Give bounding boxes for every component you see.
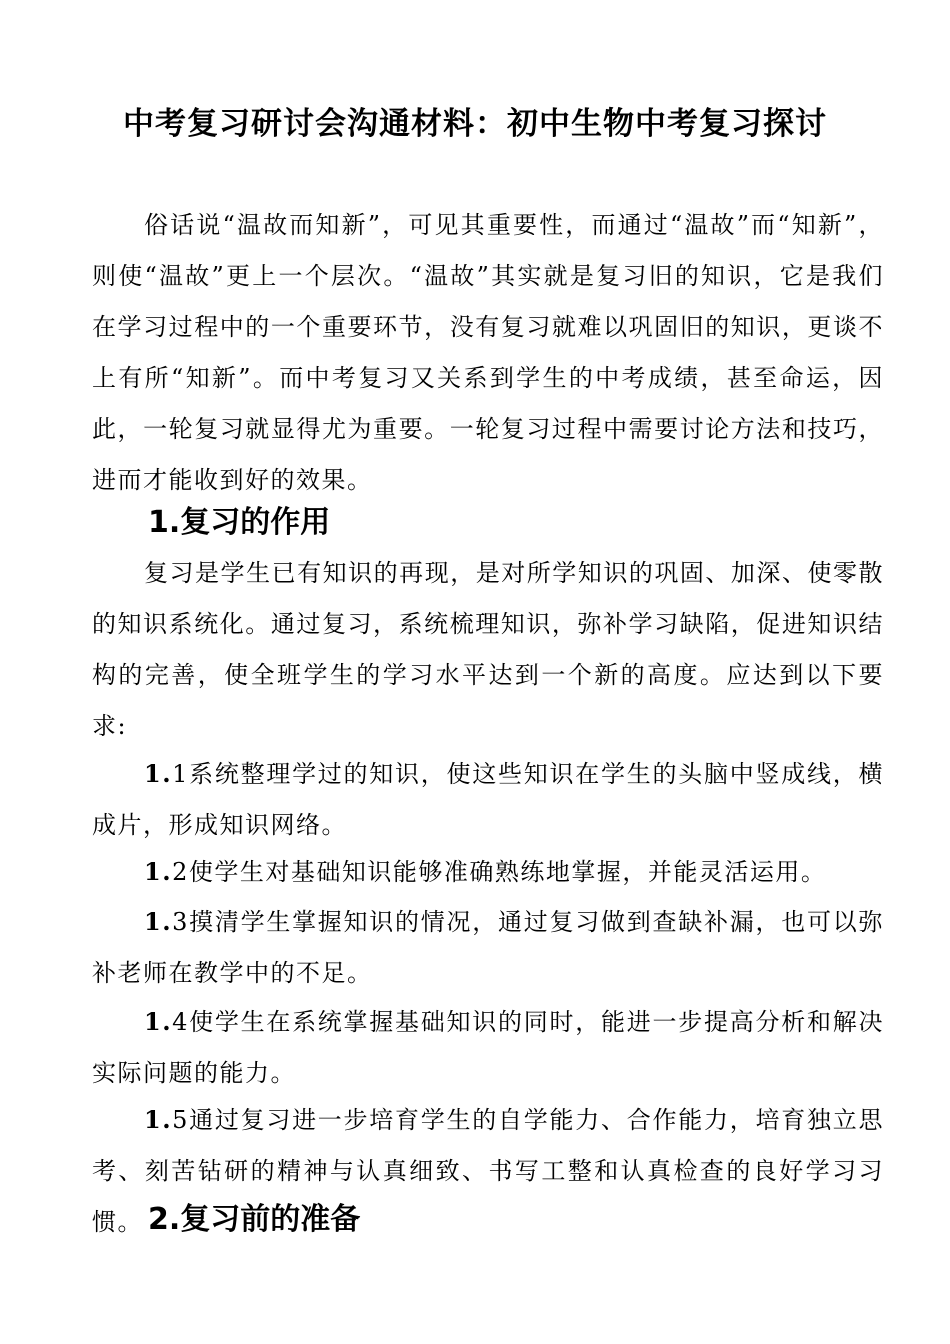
list-item-number: 1.: [144, 759, 173, 788]
list-item-text: 3摸清学生掌握知识的情况，通过复习做到查缺补漏，也可以弥补老师在教学中的不足。: [92, 908, 884, 987]
section1-body-paragraph: 复习是学生已有知识的再现，是对所学知识的巩固、加深、使零散的知识系统化。通过复习，系统梳理知识，弥补学习缺陷，促进知识结构的完善，使全班学生的学习水平达到一个新的高度。应达到以下要求:: [92, 559, 884, 740]
list-item-1-4: [92, 996, 884, 1099]
list-item-1-1: [92, 748, 884, 851]
list-item-text: 4使学生在系统掌握基础知识的同时，能进一步提高分析和解决实际问题的能力。: [92, 1008, 884, 1087]
list-item-text: 2使学生对基础知识能够准确熟练地掌握，并能灵活运用。: [172, 858, 827, 886]
list-item-text: 5通过复习进一步培育学生的自学能力、合作能力，培育独立思考、刻苦钻研的精神与认真细致、书写工整和认真检查的良好学习习惯。: [92, 1106, 884, 1236]
section-heading-role-of-review: 1.复习的作用: [148, 505, 331, 540]
intro-paragraph: 俗话说“温故而知新”，可见其重要性，而通过“温故”而“知新”，则使“温故”更上一个层次。“温故”其实就是复习旧的知识，它是我们在学习过程中的一个重要环节，没有复习就难以巩固旧的知识，更谈不上有所“知新”。而中考复习又关系到学生的中考成绩，甚至命运，因此，一轮复习就显得尤为重要。一轮复习过程中需要讨论方法和技巧，进而才能收到好的效果。: [92, 211, 884, 494]
list-item-number: 1.: [144, 1105, 173, 1134]
list-item-text: 1系统整理学过的知识，使这些知识在学生的头脑中竖成线，横成片，形成知识网络。: [92, 760, 884, 839]
list-item-number: 1.: [144, 857, 173, 886]
list-item-number: 1.: [144, 907, 173, 936]
list-item-number: 1.: [144, 1007, 173, 1036]
list-item-1-3: [92, 896, 884, 999]
document-title: 中考复习研讨会沟通材料：初中生物中考复习探讨: [123, 106, 827, 142]
section-heading-preparation: 2.复习前的准备: [148, 1202, 361, 1237]
list-item-1-2: [92, 846, 884, 898]
